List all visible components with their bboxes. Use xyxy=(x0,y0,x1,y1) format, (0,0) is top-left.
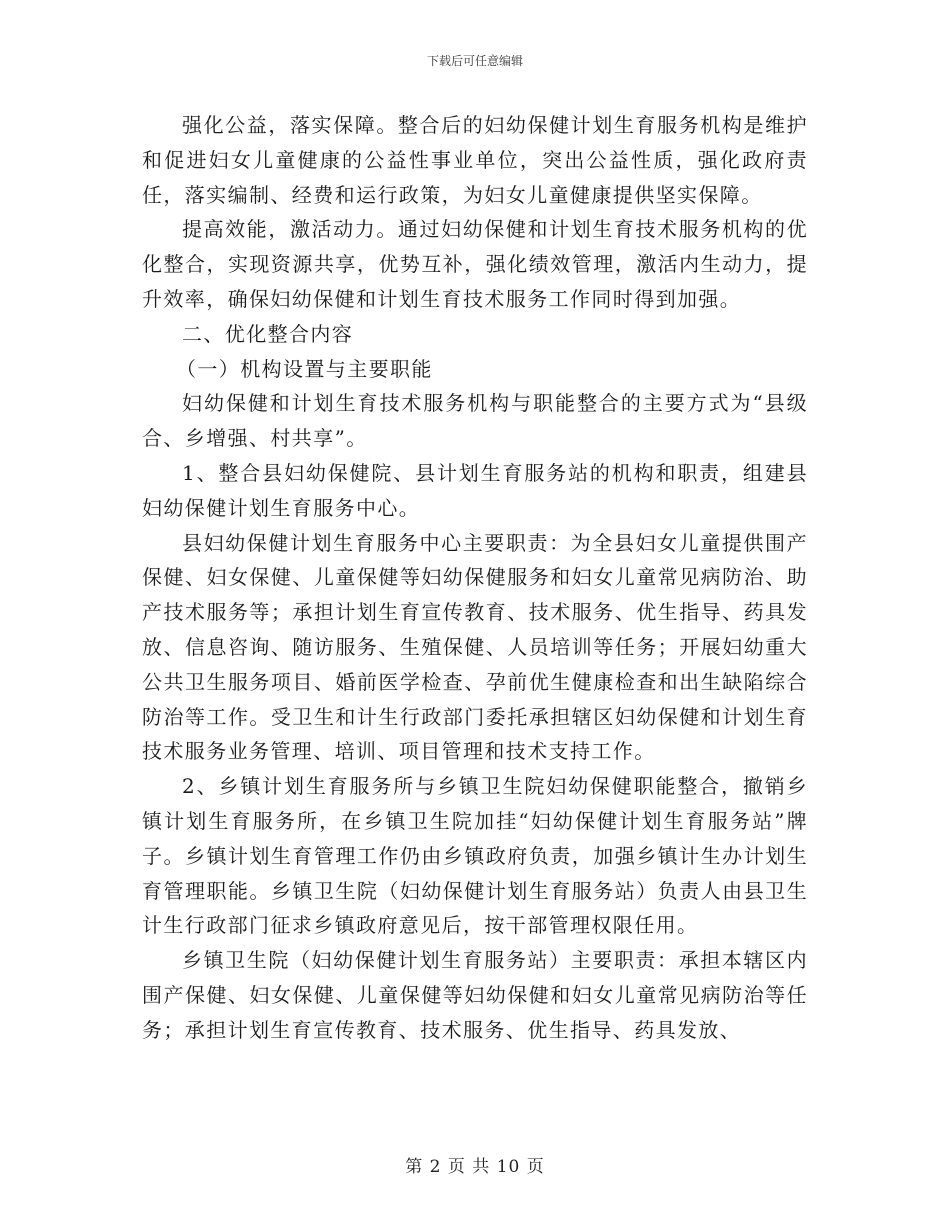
subsection-heading: （一）机构设置与主要职能 xyxy=(176,356,433,381)
page-number-footer: 第 2 页 共 10 页 xyxy=(405,1157,545,1177)
page-header-note: 下载后可任意编辑 xyxy=(426,54,523,68)
paragraph: 1、整合县妇幼保健院、县计划生育服务站的机构和职责，组建县妇幼保健计划生育服务中心。 xyxy=(142,460,808,520)
document-body xyxy=(142,108,808,1048)
paragraph: 提高效能，激活动力。通过妇幼保健和计划生育技术服务机构的优化整合，实现资源共享，优势互补，强化绩效管理，激活内生动力，提升效率，确保妇幼保健和计划生育技术服务工作同时得到加强。 xyxy=(142,217,808,311)
paragraph: 2、乡镇计划生育服务所与乡镇卫生院妇幼保健职能整合，撤销乡镇计划生育服务所，在乡镇卫生院加挂“妇幼保健计划生育服务站”牌子。乡镇计划生育管理工作仍由乡镇政府负责，加强乡镇计生办计划生育管理职能。乡镇卫生院（妇幼保健计划生育服务站）负责人由县卫生计生行政部门征求乡镇政府意见后，按干部管理权限任用。 xyxy=(142,774,808,938)
paragraph: 县妇幼保健计划生育服务中心主要职责：为全县妇女儿童提供围产保健、妇女保健、儿童保健等妇幼保健服务和妇女儿童常见病防治、助产技术服务等；承担计划生育宣传教育、技术服务、优生指导、药具发放、信息咨询、随访服务、生殖保健、人员培训等任务；开展妇幼重大公共卫生服务项目、婚前医学检查、孕前优生健康检查和出生缺陷综合防治等工作。受卫生和计生行政部门委托承担辖区妇幼保健和计划生育技术服务业务管理、培训、项目管理和技术支持工作。 xyxy=(142,530,808,764)
paragraph: 乡镇卫生院（妇幼保健计划生育服务站）主要职责：承担本辖区内围产保健、妇女保健、儿童保健等妇幼保健和妇女儿童常见病防治等任务；承担计划生育宣传教育、技术服务、优生指导、药具发放、 xyxy=(142,948,808,1042)
section-heading: 二、优化整合内容 xyxy=(182,321,354,346)
paragraph: 强化公益，落实保障。整合后的妇幼保健计划生育服务机构是维护和促进妇女儿童健康的公益性事业单位，突出公益性质，强化政府责任，落实编制、经费和运行政策，为妇女儿童健康提供坚实保障。 xyxy=(142,113,808,207)
paragraph: 妇幼保健和计划生育技术服务机构与职能整合的主要方式为“县级合、乡增强、村共享”。 xyxy=(142,391,808,451)
